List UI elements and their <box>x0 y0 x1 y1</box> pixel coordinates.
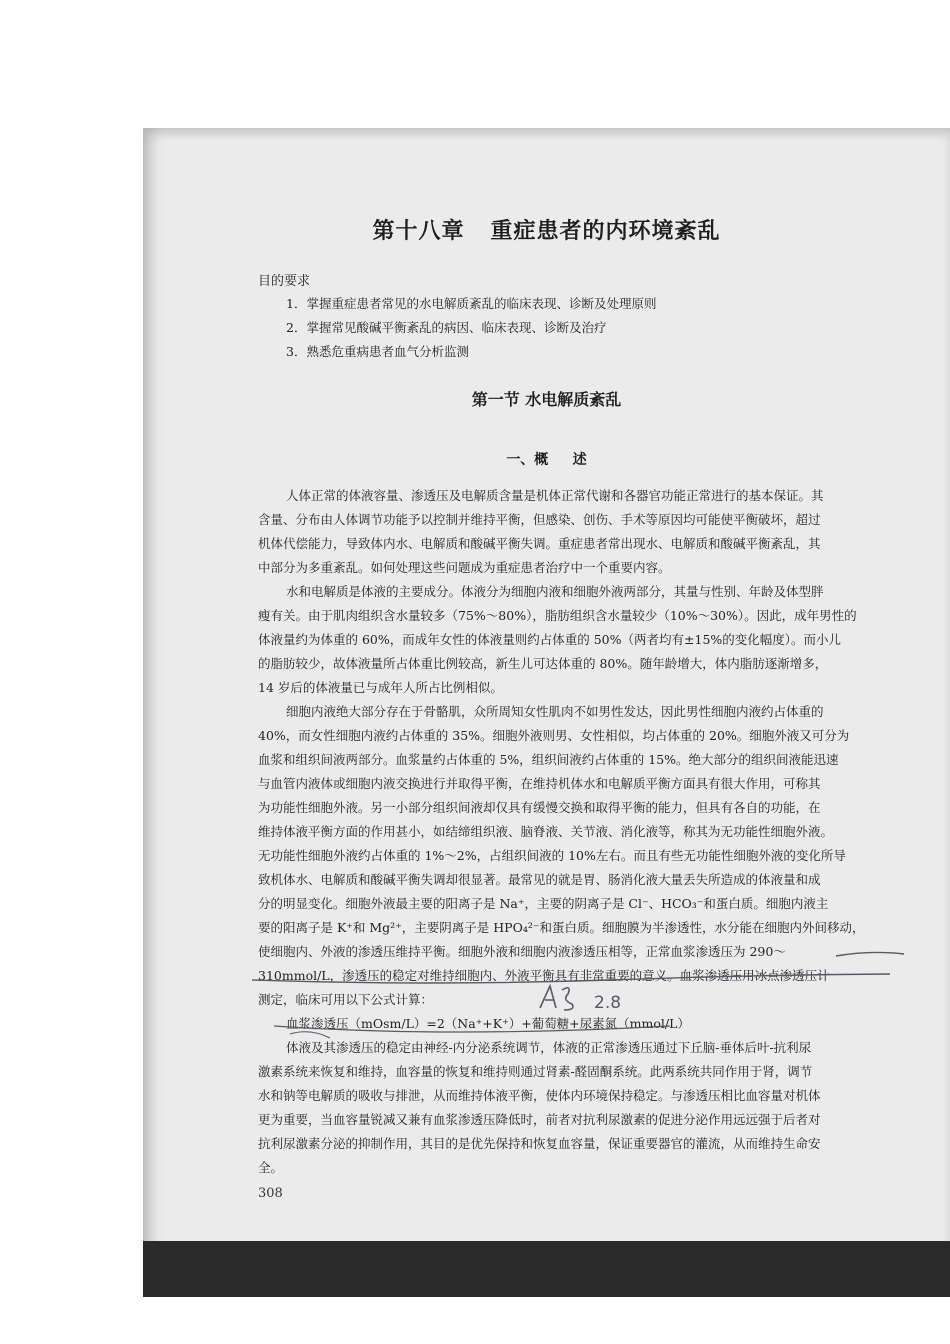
handwritten-number: 2.8 <box>594 993 622 1013</box>
body-line: 水和钠等电解质的吸收与排泄，从而维持体液平衡，使体内环境保持稳定。与渗透压相比血容量对机体 <box>258 1088 821 1103</box>
body-line: 为功能性细胞外液。另一小部分组织间液却仅具有缓慢交换和取得平衡的能力，但具有各自的功能，在 <box>258 800 821 815</box>
body-line: 血浆和组织间液两部分。血浆量约占体重的 5%，组织间液约占体重的 15%。绝大部分的组织间液能迅速 <box>258 752 839 767</box>
body-line: 使细胞内、外液的渗透压维持平衡。细胞外液和细胞内液渗透压相等，正常血浆渗透压为 290～ <box>258 944 786 959</box>
objective-item: 3．熟悉危重病患者血气分析监测 <box>286 344 469 359</box>
objectives-heading: 目的要求 <box>258 274 311 289</box>
body-line: 细胞内液绝大部分存在于骨骼肌，众所周知女性肌肉不如男性发达，因此男性细胞内液约占体重的 <box>286 704 824 719</box>
body-line: 体液及其渗透压的稳定由神经-内分泌系统调节，体液的正常渗透压通过下丘脑-垂体后叶-抗利尿 <box>286 1040 812 1055</box>
handwritten-na-mark <box>540 986 573 1010</box>
body-line: 水和电解质是体液的主要成分。体液分为细胞内液和细胞外液两部分，其量与性别、年龄及体型胖 <box>286 584 824 599</box>
body-line: 全。 <box>258 1160 284 1175</box>
objective-item: 1．掌握重症患者常见的水电解质紊乱的临床表现、诊断及处理原则 <box>286 296 657 311</box>
body-line: 要的阳离子是 K⁺和 Mg²⁺，主要阴离子是 HPO₄²⁻和蛋白质。细胞膜为半渗透性，水分能在细胞内外间移动， <box>258 920 865 935</box>
body-line: 维持体液平衡方面的作用甚小，如结缔组织液、脑脊液、关节液、消化液等，称其为无功能性细胞外液。 <box>258 824 834 839</box>
underline-stroke <box>252 974 890 983</box>
body-line: 抗利尿激素分泌的抑制作用，其目的是优先保持和恢复血容量，保证重要器官的灌流，从而维持生命安 <box>258 1136 821 1151</box>
formula-line: 血浆渗透压（mOsm/L）=2（Na⁺+K⁺）+葡萄糖+尿素氮（mmol/L） <box>286 1016 690 1031</box>
body-line: 瘦有关。由于肌肉组织含水量较多（75%～80%），脂肪组织含水量较少（10%～30%）。因此，成年男性的 <box>258 608 857 623</box>
body-line: 310mmol/L，渗透压的稳定对维持细胞内、外液平衡具有非常重要的意义。血浆渗透压用冰点渗透压计 <box>258 968 830 983</box>
body-line: 人体正常的体液容量、渗透压及电解质含量是机体正常代谢和各器官功能正常进行的基本保证。其 <box>286 488 824 503</box>
subsection-title: 一、概 述 <box>506 452 587 468</box>
body-line: 14 岁后的体液量已与成年人所占比例相似。 <box>258 680 503 695</box>
objective-item: 2．掌握常见酸碱平衡紊乱的病因、临床表现、诊断及治疗 <box>286 320 607 335</box>
page-number: 308 <box>258 1186 283 1201</box>
body-line: 无功能性细胞外液约占体重的 1%～2%，占组织间液的 10%左右。而且有些无功能性细胞外液的变化所导 <box>258 848 846 863</box>
body-line: 含量、分布由人体调节功能予以控制并维持平衡，但感染、创伤、手术等原因均可能使平衡破坏，超过 <box>258 512 821 527</box>
underline-stroke <box>290 1032 330 1038</box>
body-line: 致机体水、电解质和酸碱平衡失调却很显著。最常见的就是胃、肠消化液大量丢失所造成的体液量和成 <box>258 872 821 887</box>
body-line: 40%，而女性细胞内液约占体重的 35%。细胞外液则男、女性相似，均占体重的 20%。细胞外液又可分为 <box>258 728 850 743</box>
underline-stroke <box>274 1026 670 1032</box>
body-line: 分的明显变化。细胞外液最主要的阳离子是 Na⁺，主要的阴离子是 Cl⁻、HCO₃⁻和蛋白质。细胞内液主 <box>258 896 829 911</box>
handwritten-annotation <box>250 930 910 1040</box>
underline-stroke <box>836 952 904 956</box>
section-title: 第一节 水电解质紊乱 <box>471 390 622 409</box>
body-line: 更为重要，当血容量锐减又兼有血浆渗透压降低时，前者对抗利尿激素的促进分泌作用远远强于后者对 <box>258 1112 821 1127</box>
body-line: 体液量约为体重的 60%，而成年女性的体液量则约占体重的 50%（两者均有±15%的变化幅度）。而小儿 <box>258 632 842 647</box>
chapter-title: 第十八章 重症患者的内环境紊乱 <box>372 219 721 244</box>
body-line: 中部分为多重紊乱。如何处理这些问题成为重症患者治疗中一个重要内容。 <box>258 560 671 575</box>
body-line: 机体代偿能力，导致体内水、电解质和酸碱平衡失调。重症患者常出现水、电解质和酸碱平衡紊乱，其 <box>258 536 821 551</box>
body-line: 与血管内液体或细胞内液交换进行并取得平衡，在维持机体水和电解质平衡方面具有很大作用，可称其 <box>258 776 821 791</box>
scan-shadow <box>143 1241 950 1297</box>
body-line: 激素系统来恢复和维持，血容量的恢复和维持则通过肾素-醛固酮系统。此两系统共同作用于肾，调节 <box>258 1064 813 1079</box>
body-line: 测定，临床可用以下公式计算： <box>258 992 434 1007</box>
body-line: 的脂肪较少，故体液量所占体重比例较高，新生儿可达体重的 80%。随年龄增大，体内脂肪逐渐增多， <box>258 656 828 671</box>
